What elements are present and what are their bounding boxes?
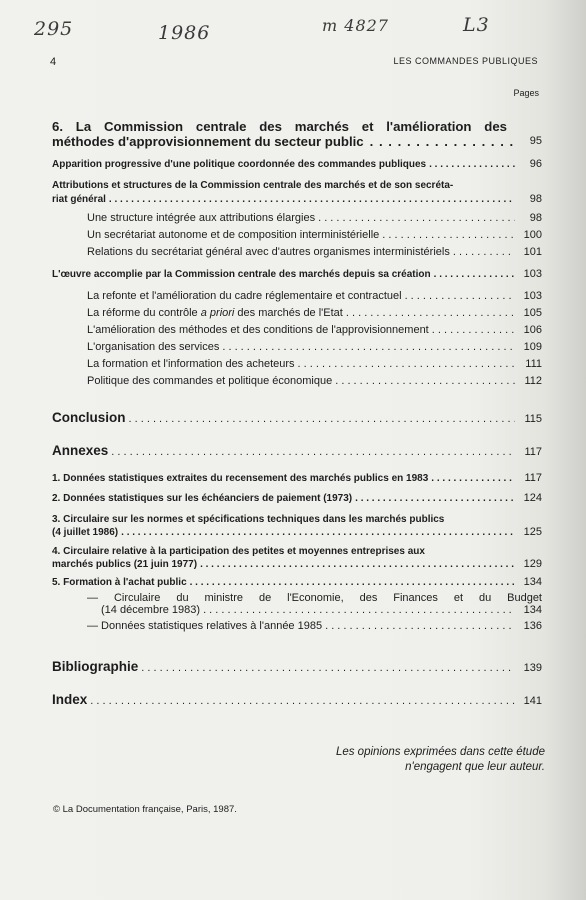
toc-label: 5. Formation à l'achat public	[52, 577, 187, 588]
toc-page: 109	[523, 341, 542, 353]
chapter-title	[52, 119, 515, 149]
leader-dots	[346, 308, 515, 319]
toc-page: 125	[523, 526, 542, 538]
leader-dots	[203, 605, 515, 616]
toc-major	[52, 659, 542, 674]
toc-label: 1. Données statistiques extraites du recensement des marchés publics en 1983	[52, 473, 429, 484]
toc-label: (4 juillet 1986)	[52, 527, 119, 538]
leader-dots	[109, 195, 515, 205]
chapter-title-line: méthodes d'approvisionnement du secteur public	[52, 134, 364, 149]
leader-dots	[129, 414, 516, 425]
toc-label: Index	[52, 692, 88, 707]
toc-major	[52, 410, 542, 425]
toc-page: 105	[523, 307, 542, 319]
toc-label: Annexes	[52, 443, 109, 458]
toc-page: 134	[523, 576, 542, 588]
toc-page: 129	[523, 558, 542, 570]
pages-column-label: Pages	[513, 88, 539, 98]
toc-label: Apparition progressive d'une politique coordonnée des commandes publiques	[52, 159, 427, 170]
leader-dots: . . . . . . . . . . . . . . . .	[369, 134, 515, 149]
toc-item	[87, 307, 542, 319]
leader-dots	[335, 376, 515, 387]
toc-page: 98	[529, 212, 542, 224]
toc-section	[52, 576, 542, 588]
toc-label: — Circulaire du ministre de l'Economie, des Finances et du Budget	[87, 592, 542, 604]
toc-label: L'œuvre accomplie par la Commission centrale des marchés depuis sa création	[52, 269, 431, 280]
toc-major	[52, 692, 542, 707]
toc-page: 98	[529, 193, 542, 205]
toc-item	[87, 229, 542, 241]
handwritten-note: m 4827	[322, 16, 389, 35]
toc-label: 2. Données statistiques sur les échéanciers de paiement (1973)	[52, 493, 353, 504]
leader-dots	[355, 494, 515, 504]
toc-page: 103	[523, 290, 542, 302]
toc-label: L'amélioration des méthodes et des conditions de l'approvisionnement	[87, 324, 429, 336]
toc-label: Attributions et structures de la Commission centrale des marchés et de son secréta-	[52, 180, 454, 191]
leader-dots	[431, 474, 515, 484]
toc-page: 100	[523, 229, 542, 241]
leader-dots	[121, 528, 515, 538]
page-number: 4	[50, 56, 57, 68]
toc-item	[87, 290, 542, 302]
toc-label-emphasis: a priori	[200, 307, 235, 319]
toc-page: 111	[525, 358, 542, 370]
toc-page: 117	[524, 472, 542, 484]
handwritten-note: 295	[34, 18, 74, 40]
toc-label: Un secrétariat autonome et de composition interministérielle	[87, 229, 380, 241]
toc-label: L'organisation des services	[87, 341, 220, 353]
toc-label: Conclusion	[52, 410, 126, 425]
disclaimer-line: Les opinions exprimées dans cette étude	[335, 746, 545, 758]
toc-item	[87, 246, 542, 258]
toc-section	[52, 268, 542, 280]
chapter-title-line: 6. La Commission centrale des marchés et l'amélioration des	[52, 119, 507, 134]
toc-label: Une structure intégrée aux attributions élargies	[87, 212, 316, 224]
leader-dots	[141, 663, 515, 674]
leader-dots	[325, 621, 515, 632]
toc-section	[52, 546, 542, 570]
toc-page: 106	[523, 324, 542, 336]
toc-item	[87, 324, 542, 336]
toc-page: 117	[524, 446, 542, 458]
leader-dots	[222, 342, 515, 353]
toc-page: 115	[524, 413, 542, 425]
toc-label: 4. Circulaire relative à la participation des petites et moyennes entreprises aux	[52, 546, 425, 557]
toc-label-part: des marchés de l'Etat	[234, 307, 343, 319]
toc-section	[52, 158, 542, 170]
toc-label	[87, 307, 343, 319]
disclaimer-line: n'engagent que leur auteur.	[405, 761, 545, 773]
toc-label: Politique des commandes et politique économique	[87, 375, 333, 387]
leader-dots	[318, 213, 515, 224]
leader-dots	[405, 291, 515, 302]
toc-major	[52, 443, 542, 458]
toc-page: 103	[523, 268, 542, 280]
leader-dots	[434, 270, 515, 280]
leader-dots	[382, 230, 515, 241]
toc-section	[52, 472, 542, 484]
leader-dots	[200, 560, 515, 570]
toc-page: 139	[523, 662, 542, 674]
leader-dots	[111, 447, 515, 458]
copyright-notice: © La Documentation française, Paris, 1987.	[53, 804, 237, 815]
toc-label: 3. Circulaire sur les normes et spécifications techniques dans les marchés publics	[52, 514, 445, 525]
running-title: LES COMMANDES PUBLIQUES	[393, 56, 538, 66]
toc-page: 141	[523, 695, 542, 707]
disclaimer-note	[336, 745, 545, 775]
toc-item	[87, 375, 542, 387]
toc-label: La formation et l'information des acheteurs	[87, 358, 295, 370]
toc-label: Relations du secrétariat général avec d'autres organismes interministériels	[87, 246, 450, 258]
toc-page: 96	[529, 158, 542, 170]
toc-page: 101	[523, 246, 542, 258]
chapter-page: 95	[529, 135, 542, 147]
toc-label: Bibliographie	[52, 659, 139, 674]
toc-section	[52, 180, 542, 205]
toc-page: 136	[523, 620, 542, 632]
toc-label-part: La réforme du contrôle	[87, 307, 201, 319]
handwritten-note: L3	[463, 14, 490, 36]
leader-dots	[90, 696, 515, 707]
toc-page: 112	[524, 375, 542, 387]
toc-item	[87, 212, 542, 224]
toc-label: — Données statistiques relatives à l'année 1985	[87, 620, 323, 632]
toc-page: 124	[523, 492, 542, 504]
toc-section	[52, 514, 542, 538]
toc-page: 134	[523, 604, 542, 616]
toc-label: La refonte et l'amélioration du cadre réglementaire et contractuel	[87, 290, 402, 302]
leader-dots	[190, 578, 515, 588]
leader-dots	[432, 325, 515, 336]
toc-item	[87, 592, 542, 616]
leader-dots	[298, 359, 515, 370]
toc-item	[87, 341, 542, 353]
leader-dots	[453, 247, 515, 258]
toc-label: marchés publics (21 juin 1977)	[52, 559, 198, 570]
toc-label: riat général	[52, 194, 106, 205]
handwritten-note: 1986	[158, 22, 211, 44]
toc-label: (14 décembre 1983)	[101, 604, 201, 616]
leader-dots	[429, 160, 515, 170]
toc-item	[87, 620, 542, 632]
toc-section	[52, 492, 542, 504]
toc-item	[87, 358, 542, 370]
